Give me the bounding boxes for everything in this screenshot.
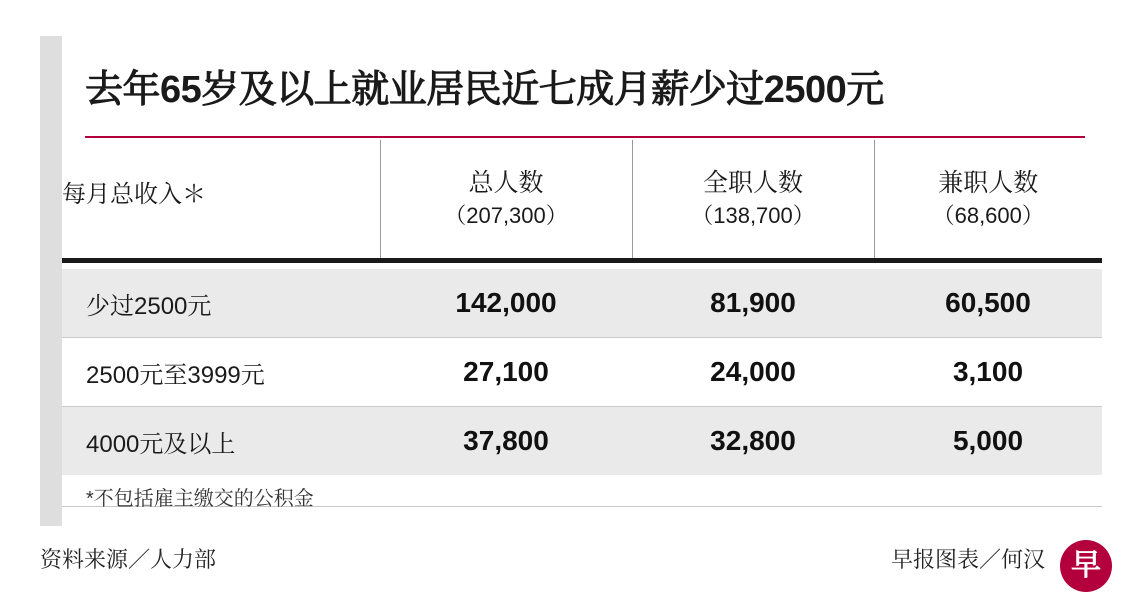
column-header-total bbox=[380, 140, 632, 258]
title-container bbox=[85, 60, 1085, 130]
publisher-logo: 早 bbox=[1060, 540, 1112, 592]
row-2-total: 27,100 bbox=[463, 356, 549, 387]
table-row bbox=[62, 269, 1102, 337]
chart-credit: 早报图表／何汉 bbox=[890, 547, 1045, 572]
table-body bbox=[62, 263, 1102, 475]
row-3-fulltime: 32,800 bbox=[632, 407, 874, 475]
column-header-fulltime-label: 全职人数 bbox=[702, 169, 803, 197]
table-header bbox=[62, 140, 1102, 263]
row-3-parttime: 5,000 bbox=[874, 407, 1102, 475]
column-header-income-label: 每月总收入＊ bbox=[62, 180, 206, 208]
row-label-1: 少过2500元 bbox=[62, 269, 380, 337]
row-2-parttime: 3,100 bbox=[952, 356, 1024, 387]
column-header-income bbox=[62, 140, 380, 258]
chart-card bbox=[40, 36, 1102, 526]
row-1-fulltime: 81,900 bbox=[632, 269, 874, 337]
page-title: 去年65岁及以上就业居民近七成月薪少过2500元 bbox=[85, 69, 884, 111]
column-header-total-count: （207,300） bbox=[444, 203, 568, 228]
row-label-3: 4000元及以上 bbox=[62, 407, 380, 475]
column-header-parttime-label: 兼职人数 bbox=[938, 169, 1039, 197]
row-3-total: 37,800 bbox=[380, 407, 632, 475]
column-header-fulltime bbox=[632, 140, 874, 258]
table-header-row bbox=[62, 140, 1102, 258]
data-table bbox=[62, 140, 1102, 475]
row-2-fulltime: 24,000 bbox=[710, 356, 796, 387]
column-header-total-label: 总人数 bbox=[468, 169, 544, 197]
table-row bbox=[62, 338, 1102, 406]
table-row bbox=[62, 407, 1102, 475]
column-header-fulltime-count: （138,700） bbox=[691, 203, 815, 228]
data-table-container bbox=[62, 140, 1102, 475]
source-credit: 资料来源／人力部 bbox=[40, 547, 217, 572]
footnote-text: *不包括雇主缴交的公积金 bbox=[86, 488, 314, 510]
row-label-2: 2500元至3999元 bbox=[86, 361, 265, 389]
left-accent-stripe bbox=[40, 36, 62, 526]
column-header-parttime bbox=[874, 140, 1102, 258]
row-1-parttime: 60,500 bbox=[874, 269, 1102, 337]
column-header-parttime-count: （68,600） bbox=[932, 203, 1044, 228]
row-1-total: 142,000 bbox=[380, 269, 632, 337]
title-underline bbox=[85, 136, 1085, 138]
